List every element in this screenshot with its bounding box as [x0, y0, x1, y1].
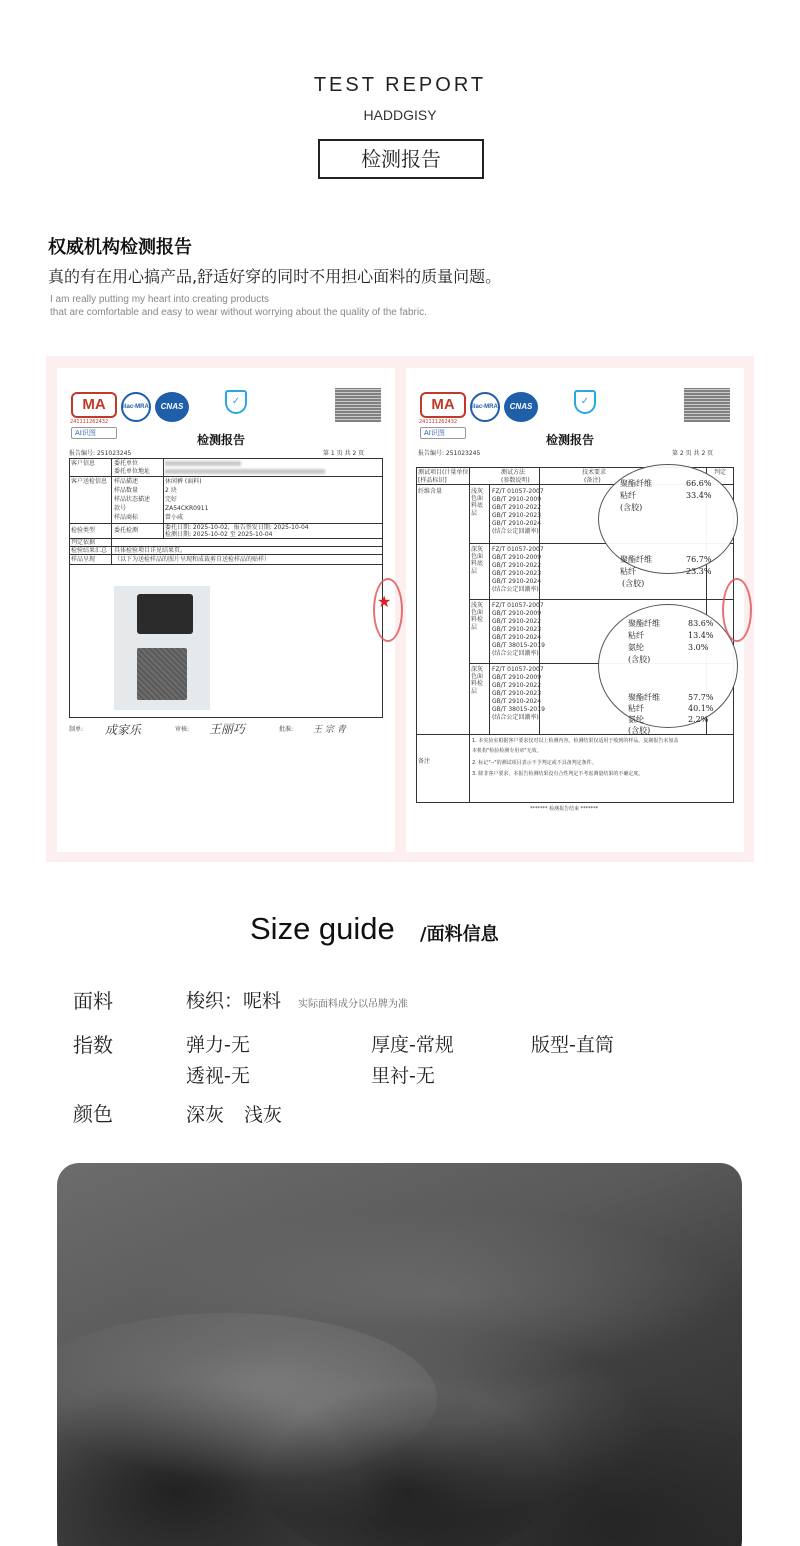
- report1-number: 报告编号: 251023245: [69, 450, 132, 457]
- shield-icon: ✓: [574, 390, 596, 414]
- row-field: 款号: [114, 505, 127, 512]
- remark-line: 3. 除非客户要求，本报告检测结果没有合性判定不考虑测量结果的不确定度。: [472, 771, 644, 777]
- method: GB/T 2910-2022: [492, 562, 542, 569]
- row-field: 委托单位: [114, 460, 139, 467]
- divider: [469, 734, 470, 803]
- fabric-fold-shadow: [257, 1383, 557, 1546]
- remark-line: 1. 本实验室根据客户要求仅对以上检测内容。检测结果仅适用于收到的样品。复制报告未加盖: [472, 738, 679, 744]
- report2-number: 报告编号: 251023245: [418, 450, 481, 457]
- authority-title: 权威机构检测报告: [48, 237, 192, 258]
- method: GB/T 2910-2009: [492, 554, 542, 561]
- method: GB/T 2910-2022: [492, 504, 542, 511]
- method: GB/T 2910-2023: [492, 570, 542, 577]
- row-label: 样品呈现: [71, 556, 96, 563]
- row-field: 委托检测: [114, 527, 139, 534]
- method: GB/T 2910-2023: [492, 690, 542, 697]
- fiber-name: 聚酯纤维: [628, 693, 660, 702]
- ai-identify-button[interactable]: AI识图: [420, 427, 466, 439]
- method: GB/T 2910-2022: [492, 682, 542, 689]
- ma-number: 241111262432: [419, 419, 458, 425]
- size-guide-title: Size guide: [250, 911, 395, 946]
- index-thickness: 厚度-常规: [371, 1034, 454, 1056]
- remark-label: 备注: [418, 758, 431, 765]
- method: GB/T 38015-2019: [492, 642, 545, 649]
- cnas-logo: CNAS: [504, 392, 538, 422]
- divider: [469, 599, 734, 600]
- fabric-closeup-photo: [57, 1163, 742, 1546]
- result-magnifier-2: [598, 604, 738, 728]
- color-light-grey: 浅灰: [244, 1104, 283, 1126]
- index-lining: 里衬-无: [371, 1065, 435, 1087]
- method: GB/T 2910-2024: [492, 698, 542, 705]
- index-elasticity: 弹力-无: [186, 1034, 250, 1056]
- ma-logo: MA: [420, 392, 466, 418]
- fabric-note: 实际面料成分以吊牌为准: [298, 999, 408, 1010]
- report-end-line: ******* 检测报告结束 *******: [530, 806, 599, 812]
- color-dark-grey: 深灰: [186, 1104, 225, 1126]
- qr-code-icon: [335, 388, 381, 422]
- brand-name: HADDGISY: [363, 107, 437, 123]
- signature-approver: 王 宗 青: [313, 725, 346, 735]
- method: GB/T 38015-2019: [492, 706, 545, 713]
- color-label: 颜色: [73, 1102, 113, 1126]
- fiber-value: 13.4%: [688, 631, 714, 640]
- col-header: 测试项目(计量单位): [418, 469, 471, 476]
- size-guide-subtitle: /面料信息: [420, 924, 499, 945]
- method: GB/T 2910-2023: [492, 512, 542, 519]
- row-value: 休闲裤 (面料): [165, 478, 202, 485]
- qr-code-icon: [684, 388, 730, 422]
- method: FZ/T 01057-2007: [492, 666, 544, 673]
- ma-logo: MA: [71, 392, 117, 418]
- method: GB/T 2910-2024: [492, 634, 542, 641]
- col-header: 判定: [714, 469, 727, 476]
- col-header: 测试方法: [501, 469, 526, 476]
- cnas-logo: CNAS: [155, 392, 189, 422]
- sig-label: 批准:: [279, 726, 294, 733]
- row-field: （以下为送检样品的照片呈现和成裁剪自送检样品的贴样）: [114, 556, 271, 563]
- method: GB/T 2910-2009: [492, 610, 542, 617]
- method: (结合公定回潮率): [492, 714, 539, 721]
- report2-page: 第 2 页 共 2 页: [672, 450, 714, 457]
- index-fit: 版型-直筒: [531, 1034, 614, 1056]
- fiber-name: 氨纶: [628, 715, 644, 724]
- index-transparency: 透视-无: [186, 1065, 250, 1087]
- sample-label: 深灰色面料底层: [471, 546, 484, 575]
- remark-line: 2. 标记"--"的测试项目表示不予判定或不具备判定条件。: [472, 760, 597, 766]
- stamp-star-icon: ★: [377, 592, 392, 611]
- redacted-text: [165, 469, 325, 474]
- fiber-value: 76.7%: [686, 555, 712, 564]
- row-field: 样品商标: [114, 514, 139, 521]
- sample-label: 深灰色面料检层: [471, 666, 484, 695]
- ilac-logo: ilac-MRA: [121, 392, 151, 422]
- method: FZ/T 01057-2007: [492, 602, 544, 609]
- row-value: 委托日期: 2025-10-02，报告签发日期: 2025-10-04: [165, 524, 309, 531]
- fiber-value: 66.6%: [686, 479, 712, 488]
- fiber-name: (含胶): [628, 655, 651, 664]
- result-magnifier-1: [598, 464, 738, 574]
- row-value: 2 块: [165, 487, 177, 494]
- shield-icon: ✓: [225, 390, 247, 414]
- divider: [469, 467, 470, 734]
- report-page-1: [57, 368, 395, 852]
- row-field: 样品数量: [114, 487, 139, 494]
- divider: [489, 484, 490, 734]
- ma-number: 241111262432: [70, 419, 109, 425]
- row-label: 检验结果汇总: [71, 547, 108, 554]
- method: GB/T 2910-2023: [492, 626, 542, 633]
- redacted-text: [165, 461, 241, 466]
- row-label: 纤维含量: [418, 488, 443, 495]
- divider: [69, 564, 383, 565]
- authority-en-line1: I am really putting my heart into creating products: [50, 294, 269, 305]
- fiber-name: 聚酯纤维: [628, 619, 660, 628]
- fiber-value: 2.2%: [688, 715, 709, 724]
- col-sub: [样品标识]: [418, 477, 447, 484]
- light-grey-sample: [137, 648, 187, 700]
- sig-label: 制单:: [69, 726, 84, 733]
- row-label: 客户信息: [71, 460, 96, 467]
- method: (结合公定回潮率): [492, 650, 539, 657]
- method: FZ/T 01057-2007: [492, 488, 544, 495]
- remark-line: 本机构"检验检测专用章"无效。: [472, 748, 542, 754]
- col-sub: (备注): [584, 477, 601, 484]
- fiber-value: 57.7%: [688, 693, 714, 702]
- fiber-name: 粘纤: [628, 704, 644, 713]
- method: (结合公定回潮率): [492, 586, 539, 593]
- row-value: 检测日期: 2025-10-02 至 2025-10-04: [165, 531, 273, 538]
- fiber-name: 粘纤: [620, 491, 636, 500]
- fiber-value: 23.3%: [686, 567, 712, 576]
- report2-doc-title: 检测报告: [546, 433, 595, 447]
- fiber-name: 聚酯纤维: [620, 555, 652, 564]
- test-report-title: TEST REPORT: [313, 74, 487, 96]
- signature-maker: 成家乐: [105, 723, 142, 737]
- fabric-label: 面料: [73, 989, 113, 1013]
- row-label: 判定依据: [71, 539, 96, 546]
- row-value: 完好: [165, 496, 178, 503]
- ai-identify-button[interactable]: AI识图: [71, 427, 117, 439]
- official-stamp: [722, 578, 752, 642]
- method: GB/T 2910-2024: [492, 520, 542, 527]
- row-field: 具体检验项目详见结果页。: [114, 547, 187, 554]
- sample-label: 浅灰色面料检层: [471, 602, 484, 631]
- fiber-name: 粘纤: [628, 631, 644, 640]
- ilac-logo: ilac-MRA: [470, 392, 500, 422]
- method: (结合公定回潮率): [492, 528, 539, 535]
- signature-reviewer: 王丽巧: [209, 722, 246, 736]
- fiber-name: (含胶): [622, 579, 645, 588]
- fiber-name: (含胶): [628, 726, 651, 735]
- sample-label: 浅灰色面料底层: [471, 488, 484, 517]
- fiber-name: 粘纤: [620, 567, 636, 576]
- fiber-name: 氨纶: [628, 643, 644, 652]
- col-sub: (参数说明): [501, 477, 530, 484]
- authority-subtitle: 真的有在用心搞产品,舒适好穿的同时不用担心面料的质量问题。: [48, 267, 502, 286]
- report-page-2: [406, 368, 744, 852]
- row-field: 样品描述: [114, 478, 139, 485]
- row-value: 曾小咸: [165, 514, 184, 521]
- dark-grey-sample: [137, 594, 193, 634]
- col-header: 技术要求: [582, 469, 607, 476]
- method: GB/T 2910-2009: [492, 674, 542, 681]
- authority-en-line2: that are comfortable and easy to wear without worrying about the quality of the fabric.: [50, 307, 427, 318]
- method: FZ/T 01057-2007: [492, 546, 544, 553]
- report-title-box: 检测报告: [318, 139, 484, 179]
- divider: [111, 458, 112, 564]
- report1-doc-title: 检测报告: [197, 433, 246, 447]
- sig-label: 审核:: [175, 726, 190, 733]
- divider: [69, 476, 383, 477]
- fiber-value: 3.0%: [688, 643, 709, 652]
- fiber-name: 聚酯纤维: [620, 479, 652, 488]
- row-field: 样品状态描述: [114, 496, 151, 503]
- fiber-value: 40.1%: [688, 704, 714, 713]
- divider: [163, 458, 164, 538]
- method: GB/T 2910-2022: [492, 618, 542, 625]
- method: GB/T 2910-2024: [492, 578, 542, 585]
- report1-page: 第 1 页 共 2 页: [323, 450, 365, 457]
- row-value: ZA54CKR0911: [165, 505, 209, 512]
- fabric-value: 梭织：呢料: [186, 990, 282, 1012]
- index-label: 指数: [73, 1033, 113, 1057]
- method: GB/T 2910-2009: [492, 496, 542, 503]
- fiber-name: (含胶): [620, 503, 643, 512]
- divider: [416, 734, 734, 735]
- row-field: 委托单位地址: [114, 468, 151, 475]
- fiber-value: 83.6%: [688, 619, 714, 628]
- row-label: 客户送检信息: [71, 478, 108, 485]
- fiber-value: 33.4%: [686, 491, 712, 500]
- row-label: 检验类型: [71, 527, 96, 534]
